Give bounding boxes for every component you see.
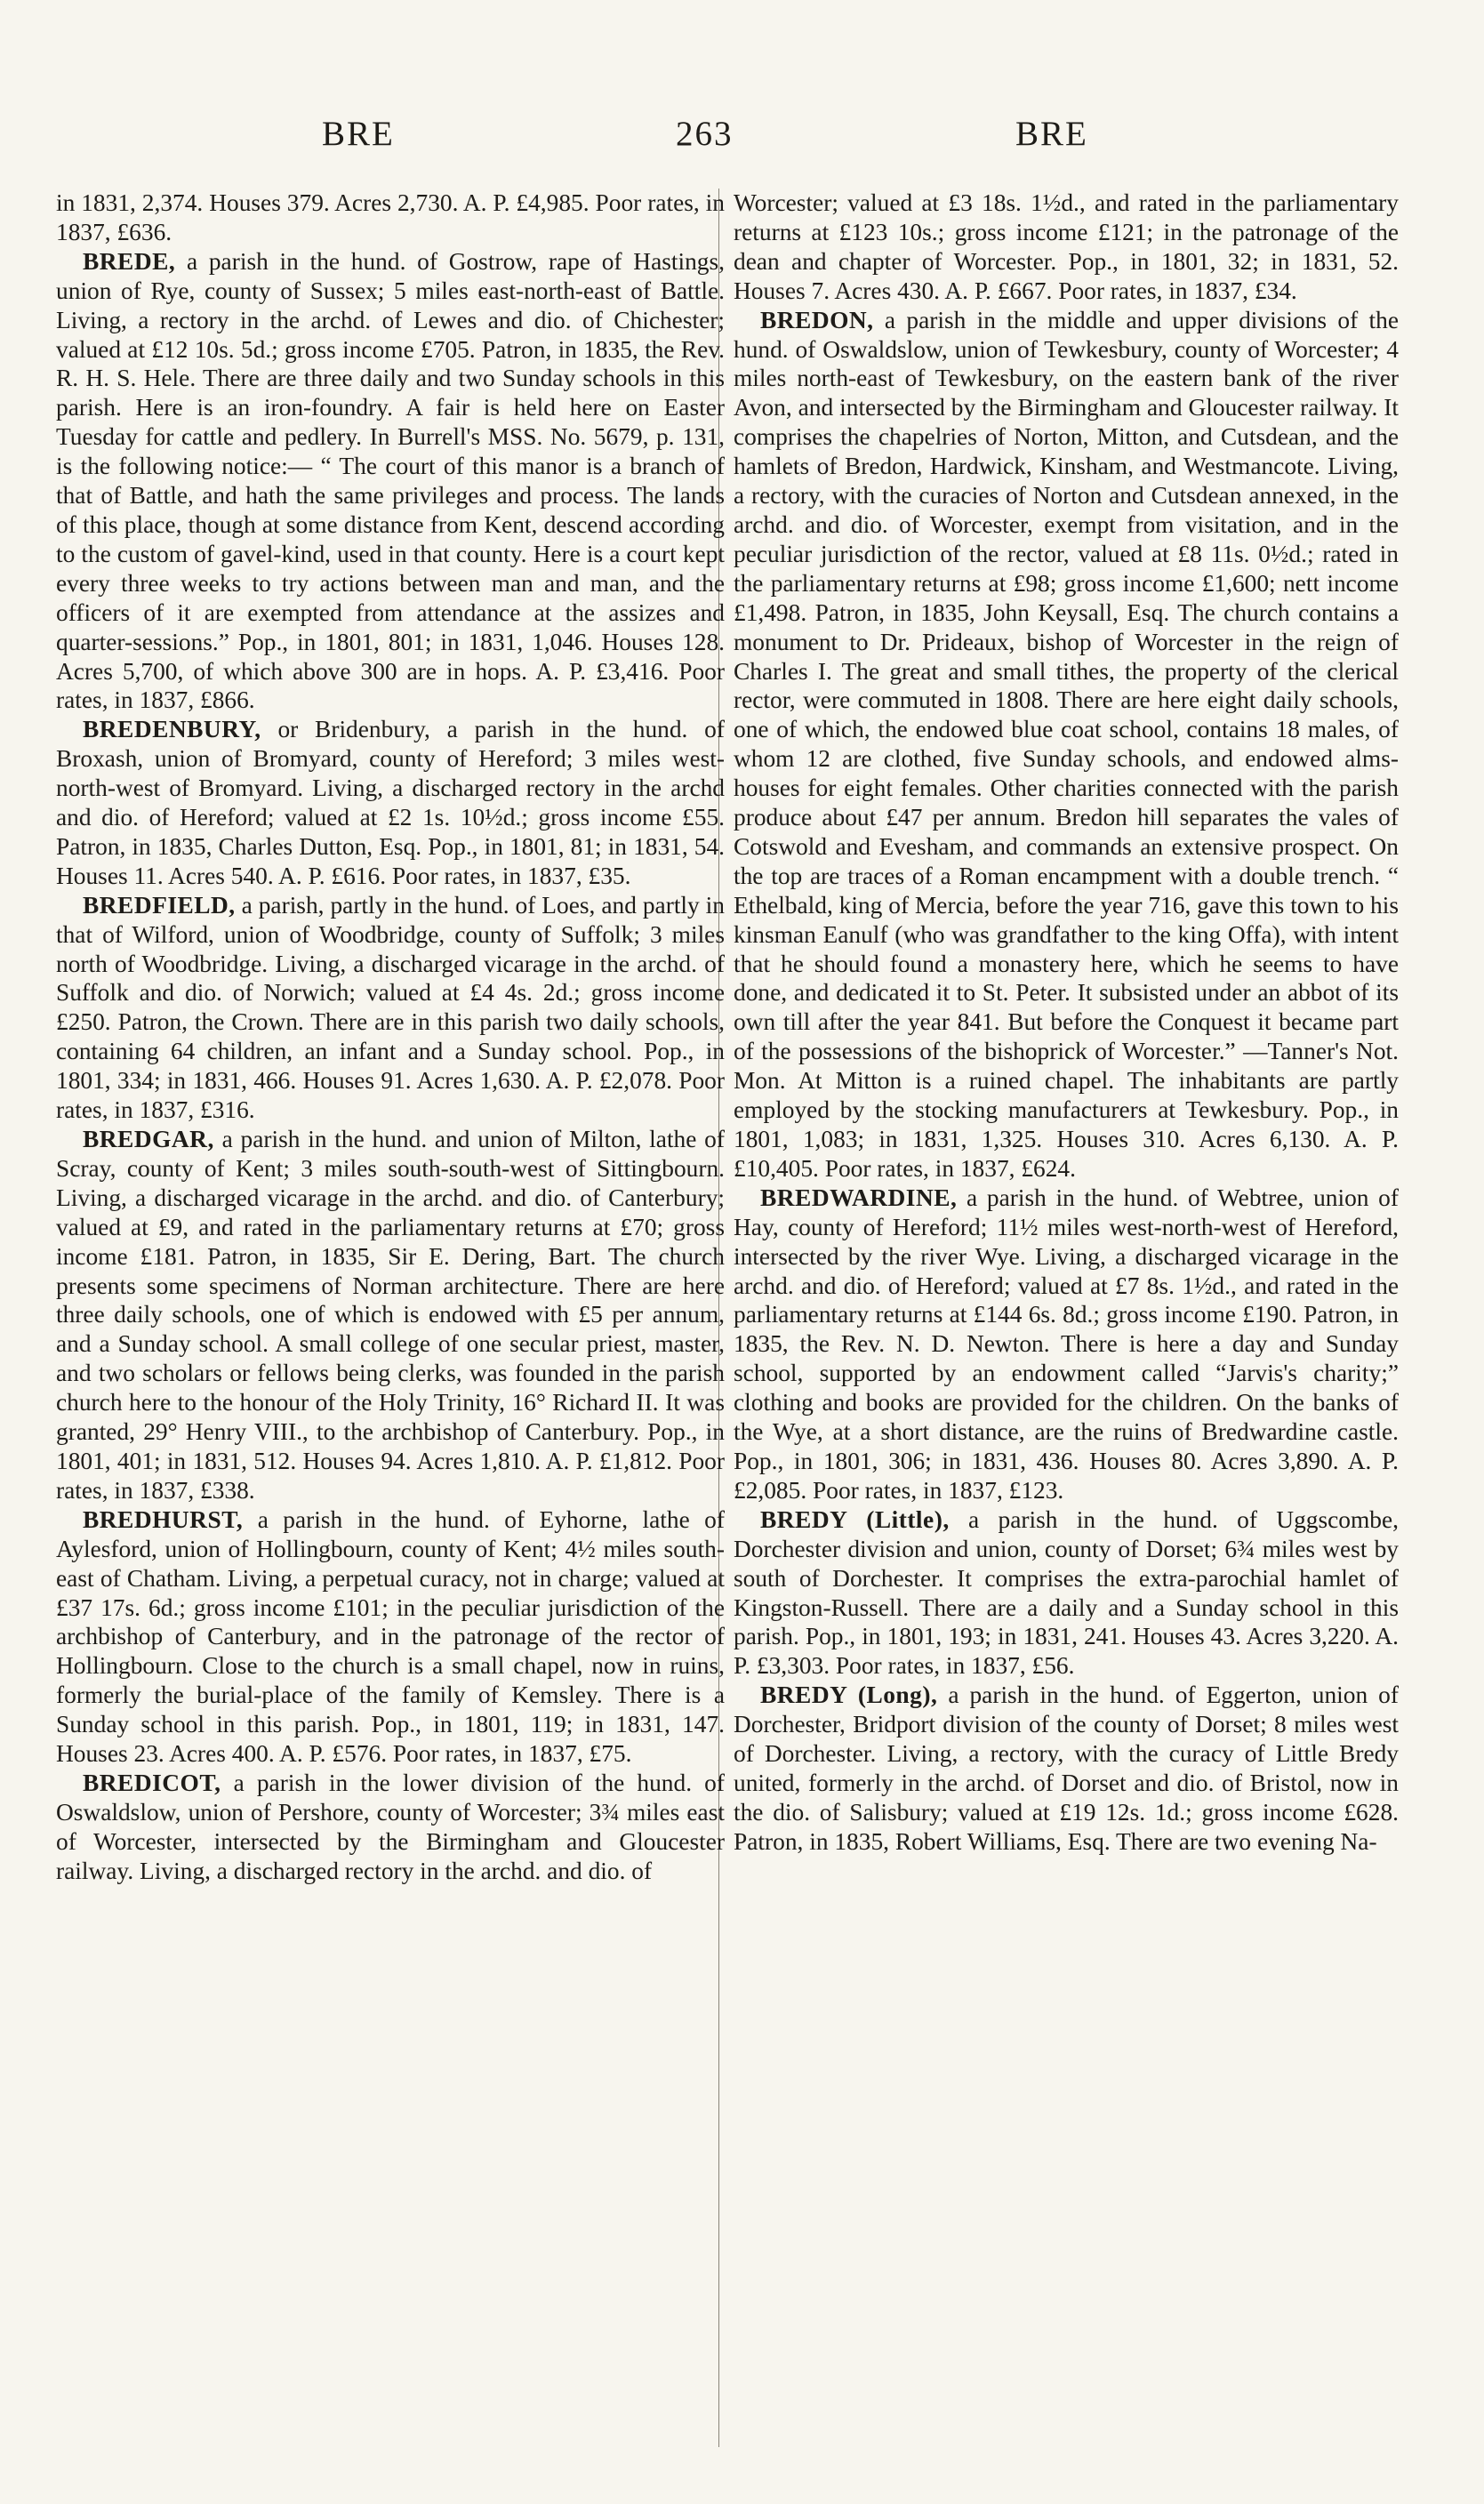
entry-body: a parish in the middle and upper divisions of the hund. of Oswaldslow, union of Tewkesbury, county of Worcester; 4 miles north-east of Tewkesbury, on the eastern bank of the river Avon, and intersected by the Birmingham and Gloucester railway. It comprises the chapelries of Norton, Mitton, and Cutsdean, and the hamlets of Bredon, Hardwick, Kinsham, and Westmancote. Living, a rectory, with the curacies of Norton and Cutsdean annexed, in the archd. and dio. of Worcester, exempt from visitation, and in the peculiar jurisdiction of the rector, valued at £8 11s. 0½d.; rated in the parliamentary returns at £98; gross income £1,600; nett income £1,498. Patron, in 1835, John Keysall, Esq. The church contains a monument to Dr. Prideaux, bishop of Worcester in the reign of Charles I. The great and small tithes, the property of the clerical rector, were commuted in 1808. There are here eight daily schools, one of which, the endowed blue coat school, contains 18 males, of whom 12 are clothed, five Sunday schools, and endowed alms-houses for eight females. Other charities connected with the parish produce about £47 per annum. Bredon hill separates the vales of Cotswold and Evesham, and commands an extensive prospect. On the top are traces of a Roman encampment with a double trench. “ Ethelbald, king of Mercia, before the year 716, gave this town to his kinsman Eanulf (who was grandfather to the king Offa), with intent that he should found a monastery here, which he seems to have done, and dedicated it to St. Peter. It subsisted under an abbot of its own till after the year 841. But before the Conquest it became part of the possessions of the bishoprick of Worcester.” —Tanner's Not. Mon. At Mitton is a ruined chapel. The inhabitants are partly employed by the stocking manufacturers at Tewkesbury. Pop., in 1801, 1,083; in 1831, 1,325. Houses 310. Acres 6,130. A. P. £10,405. Poor rates, in 1837, £624. bbox=[734, 306, 1399, 1182]
entry-brede bbox=[56, 247, 725, 716]
entry-bredy-little bbox=[734, 1505, 1399, 1681]
entry-bredhurst bbox=[56, 1505, 725, 1769]
page-number: 263 bbox=[676, 115, 734, 153]
entry-headword: BREDGAR, bbox=[83, 1126, 214, 1152]
entry-headword: BREDON, bbox=[760, 306, 874, 333]
entry-bredwardine bbox=[734, 1184, 1399, 1505]
entry-bredicot bbox=[56, 1769, 725, 1886]
entry-headword: BREDHURST, bbox=[83, 1505, 244, 1533]
right-column bbox=[734, 189, 1399, 1857]
entry-body: a parish in the hund. of Eyhorne, lathe of Aylesford, union of Hollingbourn, county of Kent; 4½ miles south-east of Chatham. Living, a perpetual curacy, not in charge; valued at £37 17s. 6d.; gross income £101; in the peculiar jurisdiction of the archbishop of Canterbury, and in the patronage of the rector of Hollingbourn. Close to the church is a small chapel, now in ruins, formerly the burial-place of the family of Kemsley. There is a Sunday school in this parish. Pop., in 1801, 119; in 1831, 147. Houses 23. Acres 400. A. P. £576. Poor rates, in 1837, £75. bbox=[56, 1505, 725, 1768]
entry-bredy-long bbox=[734, 1681, 1399, 1856]
entry-headword: BREDE, bbox=[83, 247, 176, 275]
entry-body: a parish, partly in the hund. of Loes, and partly in that of Wilford, union of Woodbridge, county of Suffolk; 3 miles north of Woodbridge. Living, a discharged vicarage in the archd. of Suffolk and dio. of Norwich; valued at £4 4s. 2d.; gross income £250. Patron, the Crown. There are in this parish two daily schools, containing 64 children, an infant and a Sunday school. Pop., in 1801, 334; in 1831, 466. Houses 91. Acres 1,630. A. P. £2,078. Poor rates, in 1837, £316. bbox=[56, 891, 725, 1124]
entry-headword: BREDFIELD, bbox=[83, 891, 236, 919]
running-header bbox=[0, 114, 1484, 167]
entry-body: a parish in the hund. of Webtree, union of Hay, county of Hereford; 11½ miles west-north-west of Hereford, intersected by the river Wye. Living, a discharged vicarage in the archd. and dio. of Hereford; valued at £7 8s. 1½d., and rated in the parliamentary returns at £144 6s. 8d.; gross income £190. Patron, in 1835, the Rev. N. D. Newton. There is here a day and Sunday school, supported by an endowment called “Jarvis's charity;” clothing and books are provided for the children. On the banks of the Wye, at a short distance, are the ruins of Bredwardine castle. Pop., in 1801, 306; in 1831, 436. Houses 80. Acres 3,890. A. P. £2,085. Poor rates, in 1837, £123. bbox=[734, 1184, 1399, 1504]
left-column bbox=[56, 189, 725, 1886]
entry-bredfield bbox=[56, 891, 725, 1125]
entry-bredgar bbox=[56, 1125, 725, 1505]
entry-continuation: Worcester; valued at £3 18s. 1½d., and rated in the parliamentary returns at £123 10s.; gross income £121; in the patronage of the dean and chapter of Worcester. Pop., in 1801, 32; in 1831, 52. Houses 7. Acres 430. A. P. £667. Poor rates, in 1837, £34. bbox=[734, 189, 1399, 304]
header-right-word: BRE bbox=[1015, 115, 1088, 153]
entry-bredon bbox=[734, 306, 1399, 1184]
entry-headword: BREDICOT, bbox=[83, 1769, 221, 1796]
entry-body: a parish in the lower division of the hund. of Oswaldslow, union of Pershore, county of Worcester; 3¾ miles east of Worcester, intersected by the Birmingham and Gloucester railway. Living, a discharged rectory in the archd. and dio. of bbox=[56, 1769, 725, 1884]
entry-headword: BREDY (Little), bbox=[760, 1505, 950, 1533]
entry-continuation: in 1831, 2,374. Houses 379. Acres 2,730. A. P. £4,985. Poor rates, in 1837, £636. bbox=[56, 189, 725, 245]
entry-body: a parish in the hund. and union of Milton, lathe of Scray, county of Kent; 3 miles south-south-west of Sittingbourn. Living, a discharged vicarage in the archd. and dio. of Canterbury; valued at £9, and rated in the parliamentary returns at £70; gross income £181. Patron, in 1835, Sir E. Dering, Bart. The church presents some specimens of Norman architecture. There are here three daily schools, one of which is endowed with £5 per annum, and a Sunday school. A small college of one secular priest, master, and two scholars or fellows being clerks, was founded in the parish church here to the honour of the Holy Trinity, 16° Richard II. It was granted, 29° Henry VIII., to the archbishop of Canterbury. Pop., in 1801, 401; in 1831, 512. Houses 94. Acres 1,810. A. P. £1,812. Poor rates, in 1837, £338. bbox=[56, 1126, 725, 1504]
entry-body: or Bridenbury, a parish in the hund. of Broxash, union of Bromyard, county of Hereford; 3 miles west-north-west of Bromyard. Living, a discharged rectory in the archd and dio. of Hereford; valued at £2 1s. 10½d.; gross income £55. Patron, in 1835, Charles Dutton, Esq. Pop., in 1801, 81; in 1831, 54. Houses 11. Acres 540. A. P. £616. Poor rates, in 1837, £35. bbox=[56, 716, 725, 889]
entry-bredenbury bbox=[56, 715, 725, 890]
entry-headword: BREDY (Long), bbox=[760, 1681, 938, 1709]
entry-body: a parish in the hund. of Eggerton, union of Dorchester, Bridport division of the county of Dorset; 8 miles west of Dorchester. Living, a rectory, with the curacy of Little Bredy united, formerly in the archd. of Dorset and dio. of Bristol, now in the dio. of Salisbury; valued at £19 12s. 1d.; gross income £628. Patron, in 1835, Robert Williams, Esq. There are two evening Na- bbox=[734, 1681, 1399, 1855]
entry-headword: BREDENBURY, bbox=[83, 716, 261, 743]
entry-body: a parish in the hund. of Gostrow, rape of Hastings, union of Rye, county of Sussex; 5 miles east-north-east of Battle. Living, a rectory in the archd. of Lewes and dio. of Chichester; valued at £12 10s. 5d.; gross income £705. Patron, in 1835, the Rev. R. H. S. Hele. There are three daily and two Sunday schools in this parish. Here is an iron-foundry. A fair is held here on Easter Tuesday for cattle and pedlery. In Burrell's MSS. No. 5679, p. 131, is the following notice:— “ The court of this manor is a branch of that of Battle, and hath the same privileges and process. The lands of this place, though at some distance from Kent, descend according to the custom of gavel-kind, used in that county. Here is a court kept every three weeks to try actions between man and man, and the officers of it are exempted from attendance at the assizes and quarter-sessions.” Pop., in 1801, 801; in 1831, 1,046. Houses 128. Acres 5,700, of which above 300 are in hops. A. P. £3,416. Poor rates, in 1837, £866. bbox=[56, 247, 725, 714]
entry-headword: BREDWARDINE, bbox=[760, 1184, 958, 1211]
entry-body: a parish in the hund. of Uggscombe, Dorchester division and union, county of Dorset; 6¾ miles west by south of Dorchester. It comprises the extra-parochial hamlet of Kingston-Russell. There are a daily and a Sunday school in this parish. Pop., in 1801, 193; in 1831, 241. Houses 43. Acres 3,220. A. P. £3,303. Poor rates, in 1837, £56. bbox=[734, 1505, 1399, 1680]
header-left-word: BRE bbox=[322, 115, 395, 153]
